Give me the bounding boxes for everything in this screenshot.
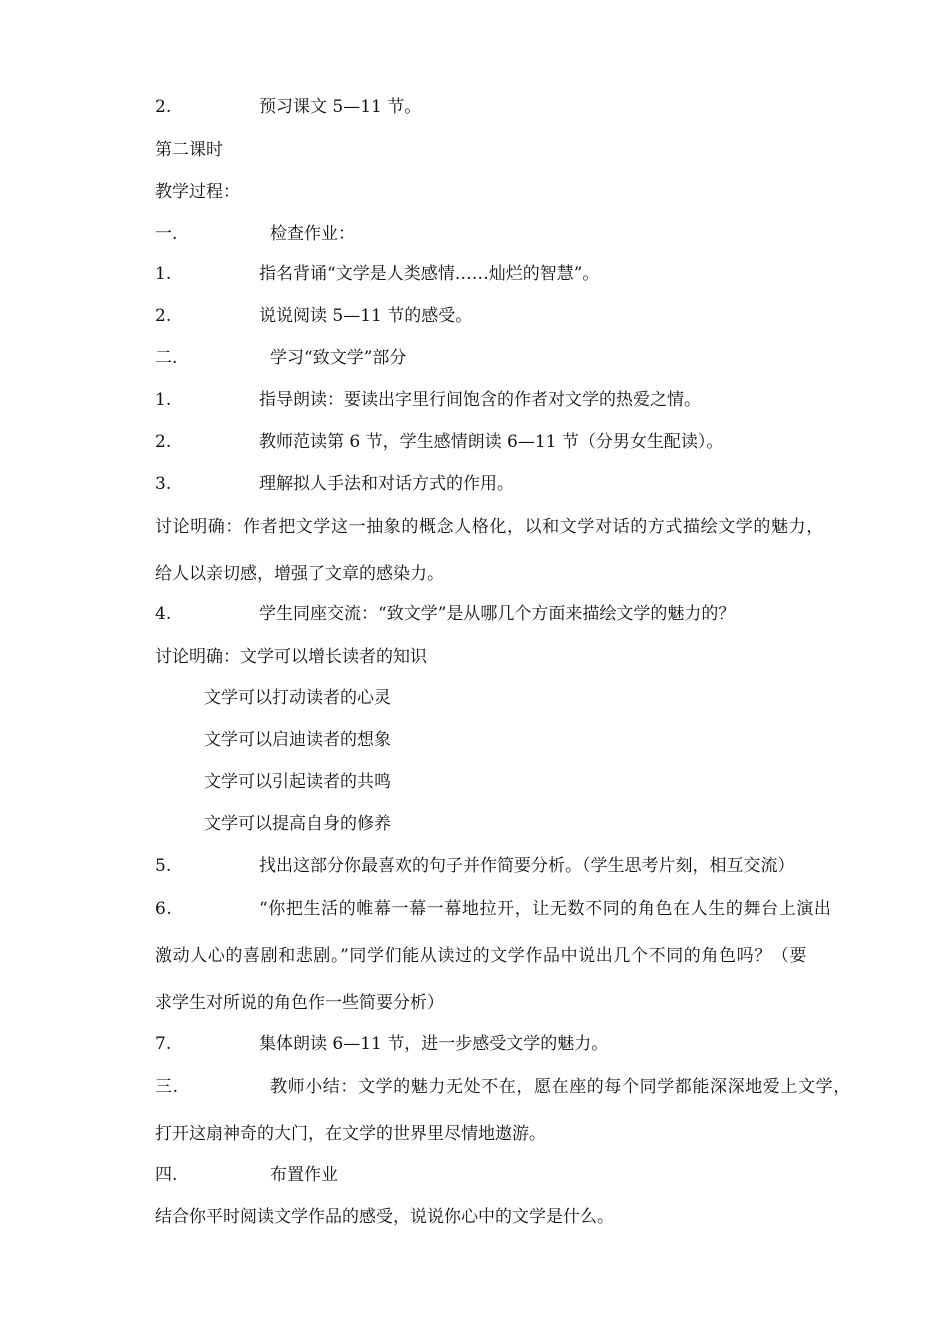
text-line <box>204 730 391 750</box>
item-number: 1. <box>155 264 172 284</box>
section-heading <box>155 182 240 202</box>
line-text: 教师范读第 6 节，学生感情朗读 6—11 节（分男女生配读）。 <box>259 432 724 452</box>
text-line <box>155 517 824 537</box>
line-text: 集体朗读 6—11 节，进一步感受文学的魅力。 <box>259 1034 609 1054</box>
item-number: 4. <box>155 604 172 624</box>
text-line <box>155 1034 608 1054</box>
line-text: 检查作业： <box>270 224 355 244</box>
line-text: 找出这部分你最喜欢的句子并作简要分析。（学生思考片刻，相互交流） <box>259 856 795 876</box>
line-text: 教师小结：文学的魅力无处不在，愿在座的每个同学都能深深地爱上文学， <box>270 1077 851 1097</box>
line-text: 文学可以提高自身的修养 <box>204 814 391 834</box>
line-text: 第二课时 <box>155 140 223 160</box>
text-line <box>155 1077 851 1097</box>
line-text: 指导朗读：要读出字里行间饱含的作者对文学的热爱之情。 <box>259 390 701 410</box>
text-line <box>155 647 427 667</box>
text-line <box>155 306 472 326</box>
item-number: 四. <box>155 1165 178 1185</box>
text-line <box>204 688 391 708</box>
line-text: 文学可以启迪读者的想象 <box>204 730 391 750</box>
section-heading <box>155 140 223 160</box>
text-line <box>155 390 701 410</box>
text-line <box>155 264 599 284</box>
item-number: 3. <box>155 474 172 494</box>
item-number: 三. <box>155 1077 179 1097</box>
line-text: 讨论明确：文学可以增长读者的知识 <box>155 647 427 667</box>
text-line <box>155 97 421 117</box>
line-text: 说说阅读 5—11 节的感受。 <box>259 306 473 326</box>
line-text: 结合你平时阅读文学作品的感受，说说你心中的文学是什么。 <box>155 1207 614 1227</box>
line-text: “你把生活的帷幕一幕一幕地拉开，让无数不同的角色在人生的舞台上演出 <box>259 899 832 919</box>
text-line <box>155 224 355 244</box>
line-text: 预习课文 5—11 节。 <box>259 97 422 117</box>
line-text: 指名背诵“文学是人类感情……灿烂的智慧”。 <box>259 264 600 284</box>
line-text: 求学生对所说的角色作一些简要分析） <box>155 993 444 1013</box>
item-number: 2. <box>155 306 172 326</box>
line-text: 打开这扇神奇的大门，在文学的世界里尽情地遨游。 <box>155 1124 546 1144</box>
text-line <box>204 772 391 792</box>
item-number: 2. <box>155 97 172 117</box>
item-number: 7. <box>155 1034 172 1054</box>
line-text: 教学过程： <box>155 182 240 202</box>
line-text: 学习“致文学”部分 <box>270 348 407 368</box>
line-text: 文学可以引起读者的共鸣 <box>204 772 391 792</box>
text-line <box>155 1207 614 1227</box>
text-line <box>155 474 514 494</box>
line-text: 学生同座交流：“致文学”是从哪几个方面来描绘文学的魅力的？ <box>259 604 736 624</box>
item-number: 2. <box>155 432 172 452</box>
line-text: 文学可以打动读者的心灵 <box>204 688 391 708</box>
text-line <box>155 564 444 584</box>
item-number: 6. <box>155 899 173 919</box>
line-text: 布置作业 <box>270 1165 338 1185</box>
text-line <box>155 856 795 876</box>
item-number: 二. <box>155 348 178 368</box>
line-text: 讨论明确：作者把文学这一抽象的概念人格化，以和文学对话的方式描绘文学的魅力， <box>155 517 824 537</box>
text-line <box>204 814 391 834</box>
text-line <box>155 946 807 966</box>
text-line <box>155 1165 338 1185</box>
text-line <box>155 348 406 368</box>
text-line <box>155 993 444 1013</box>
text-line <box>155 604 735 624</box>
text-line <box>155 1124 546 1144</box>
line-text: 给人以亲切感，增强了文章的感染力。 <box>155 564 444 584</box>
line-text: 激动人心的喜剧和悲剧。”同学们能从读过的文学作品中说出几个不同的角色吗？（要 <box>155 946 807 966</box>
item-number: 5. <box>155 856 172 876</box>
item-number: 1. <box>155 390 172 410</box>
text-line <box>155 899 832 919</box>
text-line <box>155 432 723 452</box>
line-text: 理解拟人手法和对话方式的作用。 <box>259 474 514 494</box>
item-number: 一. <box>155 224 178 244</box>
